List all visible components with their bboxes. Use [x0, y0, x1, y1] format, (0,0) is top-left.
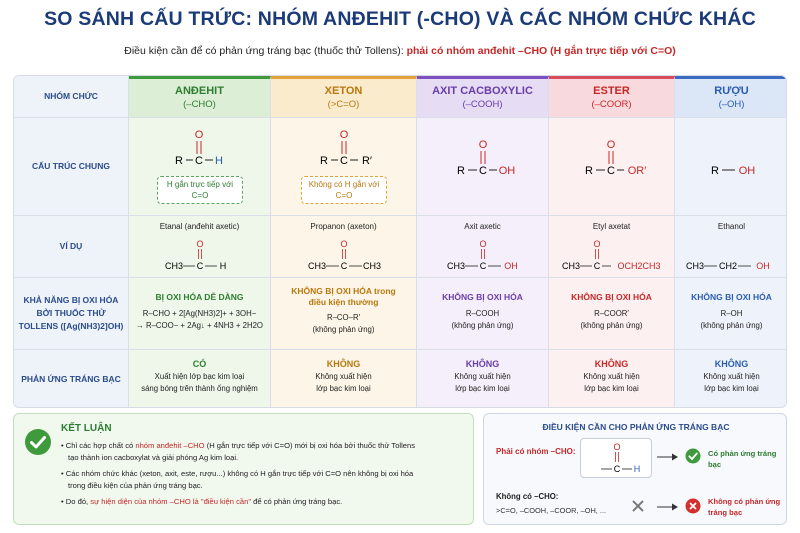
oxidation-line: R–CO–R′	[326, 313, 361, 322]
example-name: Axit axetic	[464, 222, 501, 231]
conclusion-title: KẾT LUẬN	[61, 423, 112, 434]
column-header-andehit	[129, 76, 271, 117]
andehit-note: H gắn trực tiếp với C=O	[157, 176, 243, 204]
svg-text:O: O	[339, 129, 349, 141]
structure-row	[14, 118, 787, 216]
arrow-right-icon	[656, 452, 680, 462]
example-diagram	[129, 236, 270, 276]
svg-text:R: R	[711, 165, 719, 177]
svg-text:OH: OH	[504, 261, 518, 271]
andehit-structure-diagram	[129, 124, 270, 174]
oxidation-cell-andehit	[129, 278, 271, 349]
cross-icon	[630, 498, 646, 514]
oxidation-row	[14, 278, 787, 350]
column-header-ruou	[675, 76, 787, 117]
svg-text:O: O	[478, 139, 488, 151]
column-name: XETON	[324, 85, 363, 97]
silver-line: lớp bạc kim loại	[584, 384, 639, 393]
svg-text:R: R	[320, 155, 328, 167]
page-title: SO SÁNH CẤU TRỨC: NHÓM ANĐEHIT (-CHO) VÀ CÁC NHÓM CHỨC KHÁC	[44, 8, 756, 30]
svg-text:O: O	[340, 239, 348, 249]
row-label-oxidation: KHẢ NĂNG BỊ OXI HÓA BỞI THUỐC THỬ TOLLENS ([Ag(NH3)2]OH)	[14, 278, 129, 349]
silver-line: lớp bạc kim loại	[704, 384, 759, 393]
column-name: AXIT CACBOXYLIC	[432, 85, 533, 97]
silver-status: KHÔNG	[465, 359, 500, 369]
example-diagram	[675, 236, 787, 276]
row-label-silver: PHẢN ỨNG TRÁNG BẠC	[14, 350, 129, 408]
svg-text:CH3: CH3	[561, 261, 581, 271]
svg-text:H: H	[219, 261, 227, 271]
structure-cell-ruou	[675, 118, 787, 215]
column-sub: (>C=O)	[327, 99, 360, 110]
svg-text:R′: R′	[361, 155, 373, 167]
row-label-example: VÍ DỤ	[14, 216, 129, 277]
condition-no-list: >C=O, –COOH, –COOR, –OH, ...	[496, 506, 607, 515]
silver-line: Không xuất hiện	[703, 372, 760, 381]
svg-text:OCH2CH3: OCH2CH3	[617, 261, 661, 271]
example-name: Etyl axetat	[592, 222, 631, 231]
oxidation-status: KHÔNG BỊ OXI HÓA	[571, 292, 652, 302]
structure-cell-xeton	[271, 118, 417, 215]
oxidation-line: (không phản ứng)	[580, 321, 643, 330]
oxidation-line: (không phản ứng)	[312, 325, 375, 334]
condition-yes-result: Có phản ứng tráng bạc	[708, 449, 777, 469]
row-label-group: NHÓM CHỨC	[14, 76, 129, 117]
example-cell-ruou	[675, 216, 787, 277]
check-circle-icon	[685, 448, 701, 464]
x-circle-icon	[685, 498, 701, 514]
comparison-table	[13, 75, 787, 408]
oxidation-line: R–OH	[720, 309, 743, 318]
silver-cell-andehit	[129, 350, 271, 408]
silver-cell-ruou	[675, 350, 787, 408]
svg-text:O: O	[196, 239, 204, 249]
silver-cell-ester	[549, 350, 675, 408]
column-name: ANĐEHIT	[175, 85, 224, 97]
header-row	[14, 76, 787, 118]
structure-right: H	[215, 155, 223, 167]
svg-text:C: C	[479, 165, 487, 177]
silver-cell-axit	[417, 350, 549, 408]
svg-text:C: C	[613, 464, 621, 474]
svg-text:O: O	[613, 442, 621, 452]
svg-text:CH3: CH3	[685, 261, 705, 271]
svg-text:C: C	[340, 155, 348, 167]
example-cell-ester	[549, 216, 675, 277]
example-row	[14, 216, 787, 278]
xeton-structure-diagram	[271, 124, 416, 174]
silver-line: sáng bóng trên thành ống nghiệm	[141, 384, 258, 393]
svg-text:CH3: CH3	[307, 261, 327, 271]
oxidation-line: (không phản ứng)	[451, 321, 514, 330]
oxidation-line: → R–COO− + 2Ag↓ + 4NH3 + 2H2O	[136, 321, 263, 330]
conclusion-bullet-2: • Các nhóm chức khác (xeton, axit, este, rượu...) không có H gắn trực tiếp với C=O nên không bị oxi hóa	[61, 469, 414, 478]
svg-text:H: H	[633, 464, 641, 474]
oxidation-status: KHÔNG BỊ OXI HÓA	[691, 292, 772, 302]
column-sub: (–OH)	[718, 99, 745, 110]
condition-title: ĐIỀU KIỆN CẦN CHO PHẢN ỨNG TRÁNG BẠC	[542, 422, 730, 432]
silver-status: KHÔNG	[714, 359, 749, 369]
silver-line: lớp bạc kim loại	[455, 384, 510, 393]
oxidation-cell-xeton	[271, 278, 417, 349]
conclusion-bullet-3: • Do đó, sự hiện diện của nhóm –CHO là "điều kiện cần" để có phản ứng tráng bạc.	[61, 497, 343, 506]
structure-cell-ester	[549, 118, 675, 215]
svg-text:C: C	[607, 165, 615, 177]
xeton-note: Không có H gắn với C=O	[301, 176, 387, 204]
condition-no-label: Không có –CHO:	[496, 492, 559, 501]
silver-line: lớp bạc kim loại	[316, 384, 371, 393]
example-name: Ethanol	[717, 222, 746, 231]
svg-text:OH: OH	[498, 165, 516, 177]
example-diagram	[549, 236, 674, 276]
svg-text:OR′: OR′	[627, 165, 647, 177]
ruou-structure-diagram	[675, 134, 787, 184]
column-name: RƯỢU	[714, 85, 749, 97]
example-cell-xeton	[271, 216, 417, 277]
silver-cell-xeton	[271, 350, 417, 408]
svg-text:OH: OH	[738, 165, 756, 177]
column-header-ester	[549, 76, 675, 117]
svg-text:C: C	[340, 261, 348, 271]
oxidation-status: BỊ OXI HÓA DỄ DÀNG	[155, 292, 244, 302]
condition-yes-label: Phải có nhóm –CHO:	[496, 447, 576, 456]
oxidation-cell-axit	[417, 278, 549, 349]
structure-cell-axit	[417, 118, 549, 215]
example-diagram	[417, 236, 548, 276]
row-label-structure: CẤU TRÚC CHUNG	[14, 118, 129, 215]
oxidation-status: KHÔNG BỊ OXI HÓA trong điều kiện thường	[291, 286, 396, 307]
conclusion-bullet-1: • Chỉ các hợp chất có nhóm anđehit –CHO (H gắn trực tiếp với C=O) mới bị oxi hóa bởi thuốc thử Tollens	[61, 441, 416, 450]
oxidation-cell-ester	[549, 278, 675, 349]
oxidation-line: (không phản ứng)	[700, 321, 763, 330]
subtitle-prefix: Điều kiện cần để có phản ứng tráng bạc (thuốc thử Tollens):	[124, 45, 404, 57]
svg-text:CH3: CH3	[164, 261, 184, 271]
silver-line: Không xuất hiện	[315, 372, 372, 381]
condition-no-result: Không có phản ứng tráng bạc	[708, 497, 781, 517]
svg-text:R: R	[457, 165, 465, 177]
svg-text:C: C	[196, 261, 204, 271]
silver-status: KHÔNG	[594, 359, 629, 369]
column-header-xeton	[271, 76, 417, 117]
example-name: Propanon (axeton)	[310, 222, 377, 231]
svg-text:CH3: CH3	[446, 261, 466, 271]
svg-text:O: O	[593, 239, 601, 249]
svg-text:O: O	[479, 239, 487, 249]
example-diagram	[271, 236, 416, 276]
svg-text:OH: OH	[756, 261, 770, 271]
column-name: ESTER	[593, 85, 630, 97]
svg-text:CH2: CH2	[718, 261, 738, 271]
column-sub: (–COOH)	[462, 99, 503, 110]
check-circle-icon	[24, 428, 52, 456]
silver-line: Không xuất hiện	[454, 372, 511, 381]
ester-structure-diagram	[549, 134, 674, 184]
condition-panel	[483, 413, 787, 525]
silver-line: Không xuất hiện	[583, 372, 640, 381]
oxidation-line: R–CHO + 2[Ag(NH3)2]+ + 3OH−	[142, 309, 257, 318]
oxidation-line: R–COOH	[465, 309, 500, 318]
column-sub: (–COOR)	[591, 99, 632, 110]
structure-left: R	[175, 155, 183, 167]
cho-structure-box	[580, 438, 652, 478]
svg-text:R: R	[585, 165, 593, 177]
example-cell-andehit	[129, 216, 271, 277]
conclusion-bullet-2-cont: trong điều kiện của phản ứng tráng bạc.	[68, 481, 203, 490]
arrow-right-icon	[656, 502, 680, 512]
axit-structure-diagram	[417, 134, 548, 184]
column-header-axit	[417, 76, 549, 117]
svg-text:C: C	[195, 155, 203, 167]
subtitle	[0, 45, 800, 57]
cho-structure-diagram	[581, 439, 653, 479]
example-cell-axit	[417, 216, 549, 277]
svg-text:O: O	[606, 139, 616, 151]
conclusion-bullets	[61, 440, 471, 508]
subtitle-highlight: phải có nhóm anđehit –CHO (H gắn trực tiếp với C=O)	[406, 45, 676, 57]
svg-text:C: C	[479, 261, 487, 271]
conclusion-panel	[13, 413, 474, 525]
example-name: Etanal (anđehit axetic)	[159, 222, 240, 231]
structure-cell-andehit	[129, 118, 271, 215]
svg-text:CH3: CH3	[362, 261, 382, 271]
oxidation-cell-ruou	[675, 278, 787, 349]
conclusion-bullet-1-cont: tạo thành ion cacboxylat và giải phóng Ag kim loại.	[68, 453, 239, 462]
silver-status: CÓ	[192, 359, 207, 369]
svg-text:C: C	[593, 261, 601, 271]
column-sub: (–CHO)	[183, 99, 216, 110]
silver-row	[14, 350, 787, 408]
oxidation-line: R–COOR′	[594, 309, 629, 318]
silver-status: KHÔNG	[326, 359, 361, 369]
svg-text:O: O	[194, 129, 204, 141]
oxidation-status: KHÔNG BỊ OXI HÓA	[442, 292, 523, 302]
silver-line: Xuất hiện lớp bạc kim loại	[154, 372, 245, 381]
